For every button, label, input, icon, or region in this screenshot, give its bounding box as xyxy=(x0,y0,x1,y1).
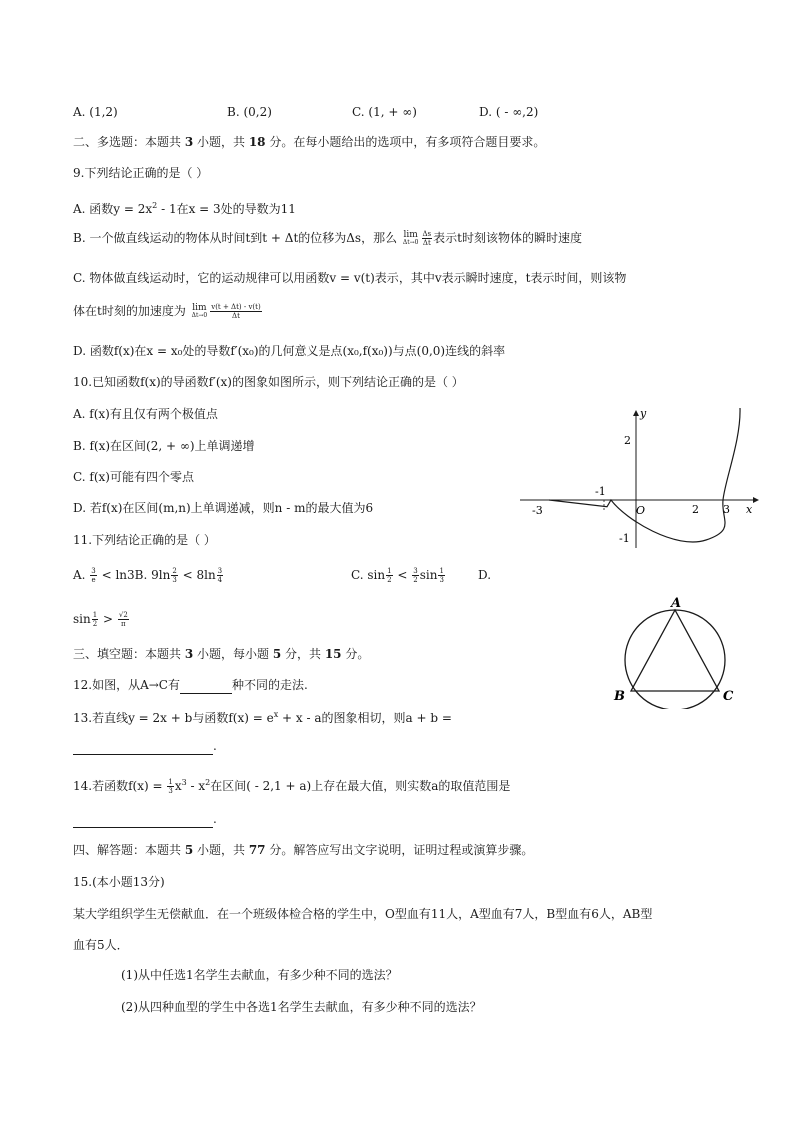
vertex-b-label: B xyxy=(614,689,625,704)
q15-head: 15.(本小题13分) xyxy=(73,875,165,889)
q13-text: 13.若直线y = 2x + b与函数f(x) = e xyxy=(73,711,274,725)
q15-sub1: (1)从中任选1名学生去献血，有多少种不同的选法？ xyxy=(121,968,398,982)
frac-num: v(t + Δt) - v(t) xyxy=(211,303,261,311)
q14-text: x xyxy=(174,779,182,793)
q13-exp: x xyxy=(273,710,279,719)
q12-text: 种不同的走法. xyxy=(232,678,308,692)
frac-num: 3 xyxy=(217,567,223,575)
q9-option-c-line1: C. 物体做直线运动时，它的运动规律可以用函数v = v(t)表示，其中v表示瞬时速度，t表示时间，则该物 xyxy=(73,271,627,285)
q9-b-limit xyxy=(403,231,419,247)
triangle xyxy=(631,610,719,691)
section2-points: 18 xyxy=(248,135,266,149)
q15-sub2: (2)从四种血型的学生中各选1名学生去献血，有多少种不同的选法？ xyxy=(121,1000,482,1014)
origin-label: O xyxy=(636,504,646,517)
frac-num: 3 xyxy=(413,567,418,575)
q9-c-fraction xyxy=(210,303,261,320)
q12-text: 12.如图，从A→C有 xyxy=(73,678,180,692)
q14-answer-blank[interactable] xyxy=(73,811,213,828)
lim-sub: Δt→0 xyxy=(402,238,419,246)
q14-blank-line xyxy=(73,811,217,828)
frac-num: 1 xyxy=(439,567,444,575)
q13-period: . xyxy=(213,739,217,753)
q10-option-a: A. f(x)有且仅有两个极值点 xyxy=(73,407,218,421)
section2-text: 小题，共 xyxy=(193,135,249,149)
q10-option-c: C. f(x)可能有四个零点 xyxy=(73,470,194,484)
lim-word: lim xyxy=(192,302,207,313)
section3-text: 小题，每小题 xyxy=(193,647,273,661)
section4-text: 四、解答题：本题共 xyxy=(73,843,185,857)
q9-option-a xyxy=(73,198,296,217)
frac-den: 4 xyxy=(217,576,223,584)
q11-c-fraction xyxy=(438,567,444,584)
section3-count: 3 xyxy=(184,647,194,661)
q11-option-d-label: D. xyxy=(478,568,492,582)
q11-options-row xyxy=(73,567,224,584)
q14 xyxy=(73,775,510,795)
q8-option-c: C. (1, + ∞) xyxy=(352,105,417,119)
q11-c-text: sin xyxy=(419,568,438,582)
circumcircle xyxy=(625,610,725,709)
frac-den: π xyxy=(121,620,126,628)
q12 xyxy=(73,677,308,694)
section3-text: 分。 xyxy=(341,647,370,661)
section2-text: 二、多选题：本题共 xyxy=(73,135,185,149)
q11-c-text: C. sin xyxy=(351,568,386,582)
q14-exp: 2 xyxy=(205,778,211,787)
y-axis-label: y xyxy=(640,407,647,420)
q11-option-d xyxy=(73,611,130,628)
q15-line2: 血有5人． xyxy=(73,938,129,952)
q11-b-text: < 8ln xyxy=(178,568,216,582)
q13-text: + x - a的图象相切，则a + b = xyxy=(278,711,452,725)
frac-den: 2 xyxy=(387,576,392,584)
q15-line1: 某大学组织学生无偿献血．在一个班级体检合格的学生中，O型血有11人，A型血有7人，B型血有6人，AB型 xyxy=(73,907,653,921)
tick-label: 3 xyxy=(723,503,730,516)
frac-den: Δt xyxy=(232,312,240,320)
q11-b-fraction2 xyxy=(217,567,223,584)
lim-word: lim xyxy=(403,229,418,240)
q10-stem: 10.已知函数f(x)的导函数f′(x)的图象如图所示，则下列结论正确的是（ ） xyxy=(73,375,464,389)
q9-c-limit xyxy=(192,304,208,320)
q11-d-text: > xyxy=(99,612,117,626)
tick-label: -3 xyxy=(532,504,543,517)
q9-a-text: - 1在x = 3处的导数为11 xyxy=(157,202,296,216)
tick-label: -1 xyxy=(595,485,606,498)
q11-c-fraction xyxy=(386,567,392,584)
frac-num: 1 xyxy=(168,778,173,786)
section4-text: 小题，共 xyxy=(193,843,249,857)
frac-den: 3 xyxy=(172,576,177,584)
q13-blank-line xyxy=(73,738,217,755)
frac-den: 2 xyxy=(92,620,98,628)
q11-c-text: < xyxy=(393,568,412,582)
q9-a-text: A. 函数y = 2x xyxy=(73,202,153,216)
lim-sub: Δt→0 xyxy=(191,311,208,319)
q13-answer-blank[interactable] xyxy=(73,738,213,755)
section3-text: 三、填空题：本题共 xyxy=(73,647,185,661)
tick-label: -1 xyxy=(619,532,630,545)
vertex-a-label: A xyxy=(671,596,682,611)
section3-points: 15 xyxy=(324,647,342,661)
section3-text: 分，共 xyxy=(281,647,325,661)
frac-den: e xyxy=(91,576,96,584)
q14-text: 14.若函数f(x) = xyxy=(73,779,167,793)
q12-answer-blank[interactable] xyxy=(180,677,232,694)
q10-option-d: D. 若f(x)在区间(m,n)上单调递减，则n - m的最大值为6 xyxy=(73,501,374,515)
q11-a-text: A. xyxy=(73,568,90,582)
q8-option-a: A. (1,2) xyxy=(73,105,118,119)
section4-points: 77 xyxy=(248,843,266,857)
q9-b-text: B. 一个做直线运动的物体从时间t到t + Δt的位移为Δs，那么 xyxy=(73,231,401,245)
q9-b-fraction xyxy=(422,230,433,247)
section4-count: 5 xyxy=(184,843,194,857)
q13 xyxy=(73,707,452,726)
frac-num: Δs xyxy=(422,230,432,238)
q11-b-fraction xyxy=(171,567,177,584)
frac-num: √2 xyxy=(118,611,128,619)
q9-option-b xyxy=(73,230,582,247)
q11-option-c xyxy=(351,567,446,584)
frac-num: 2 xyxy=(172,567,177,575)
q9-option-c-line2 xyxy=(73,303,263,320)
derivative-graph xyxy=(515,403,765,553)
q14-text: - x xyxy=(186,779,206,793)
frac-num: 3 xyxy=(91,567,96,575)
q9-a-exp: 2 xyxy=(152,201,158,210)
frac-num: 1 xyxy=(92,611,98,619)
q9-option-d: D. 函数f(x)在x = x₀处的导数f′(x₀)的几何意义是点(x₀,f(x₀))与点(0,0)连线的斜率 xyxy=(73,344,506,358)
q11-d-text: sin xyxy=(73,612,91,626)
section4-text: 分。解答应写出文字说明，证明过程或演算步骤。 xyxy=(265,843,534,857)
q14-exp: 3 xyxy=(181,778,187,787)
frac-den: 2 xyxy=(413,576,418,584)
frac-den: 3 xyxy=(168,787,173,795)
q8-option-b: B. (0,2) xyxy=(227,105,272,119)
section2-text: 分。在每小题给出的选项中，有多项符合题目要求。 xyxy=(265,135,546,149)
section2-count: 3 xyxy=(184,135,194,149)
tick-label: 2 xyxy=(624,434,631,447)
frac-num: 1 xyxy=(387,567,392,575)
section2-heading xyxy=(73,134,545,150)
q9-b-text: 表示t时刻该物体的瞬时速度 xyxy=(433,231,582,245)
q9-c-text: 体在t时刻的加速度为 xyxy=(73,304,190,318)
q11-stem: 11.下列结论正确的是（ ） xyxy=(73,533,216,547)
q11-a-fraction xyxy=(90,567,96,584)
q11-a-text: < ln3B. 9ln xyxy=(97,568,171,582)
section3-each: 5 xyxy=(272,647,282,661)
q9-stem: 9.下列结论正确的是（ ） xyxy=(73,166,209,180)
section4-heading xyxy=(73,842,533,858)
x-axis-label: x xyxy=(746,503,753,516)
q14-text: 在区间( - 2,1 + a)上存在最大值，则实数a的取值范围是 xyxy=(210,779,511,793)
q11-c-fraction xyxy=(412,567,418,584)
q14-fraction xyxy=(167,778,173,795)
q8-option-d: D. ( - ∞,2) xyxy=(479,105,539,119)
q11-d-fraction xyxy=(92,611,98,628)
tick-label: 2 xyxy=(692,503,699,516)
vertex-c-label: C xyxy=(723,689,734,704)
section3-heading xyxy=(73,646,369,662)
frac-den: 3 xyxy=(439,576,444,584)
triangle-circle-figure xyxy=(610,594,745,709)
q10-option-b: B. f(x)在区间(2, + ∞)上单调递增 xyxy=(73,439,255,453)
frac-den: Δt xyxy=(422,239,431,247)
derivative-curve xyxy=(549,408,740,542)
q11-d-fraction xyxy=(118,611,129,628)
q14-period: . xyxy=(213,812,217,826)
